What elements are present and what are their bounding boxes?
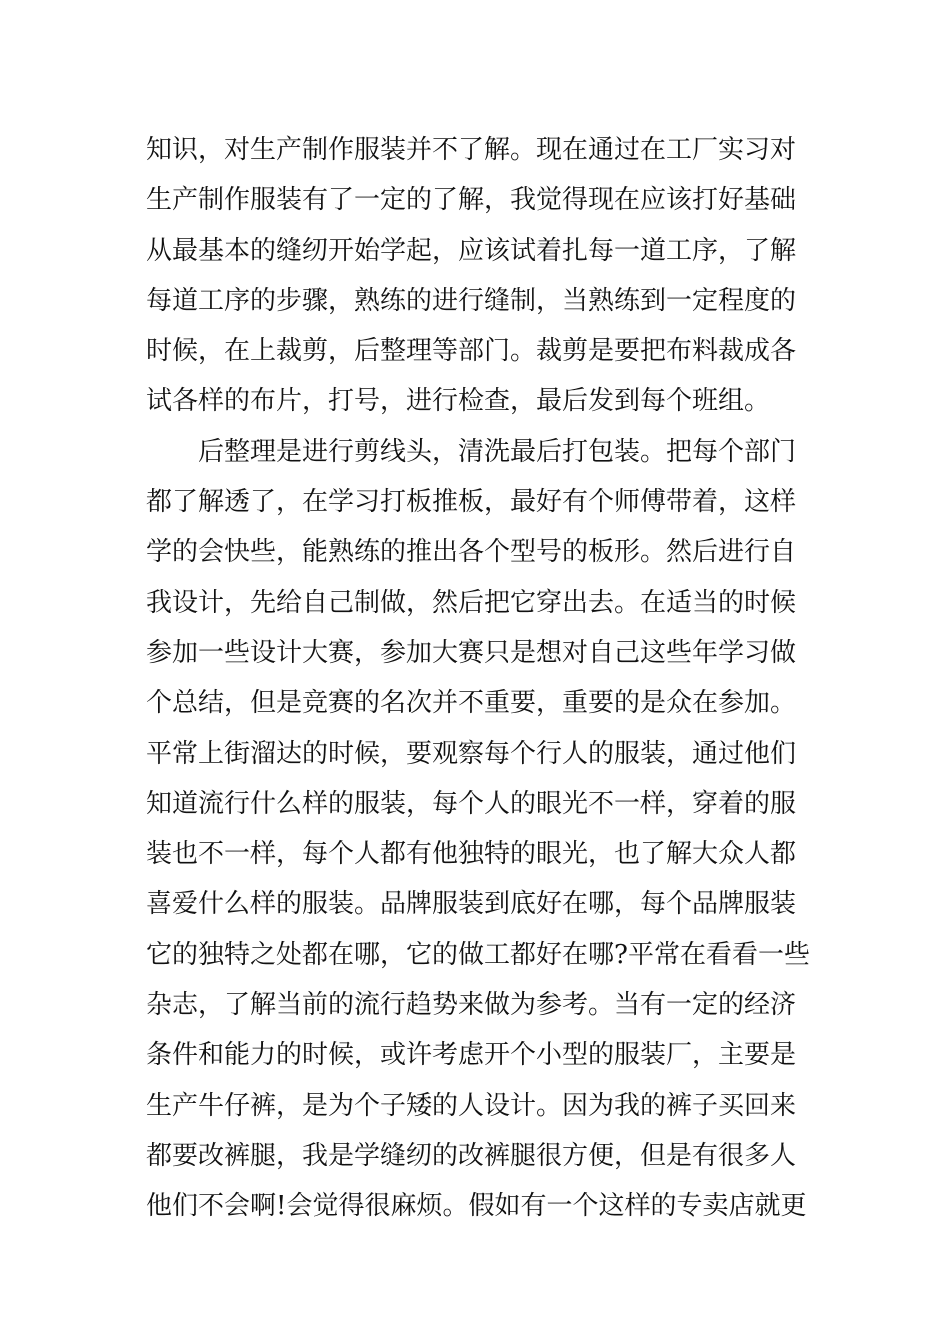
text-line: 生产制作服装有了一定的了解，我觉得现在应该打好基础 bbox=[146, 185, 797, 216]
text-line: 参加一些设计大赛，参加大赛只是想对自己这些年学习做 bbox=[146, 637, 797, 668]
text-line: 平常上街溜达的时候，要观察每个行人的服装，通过他们 bbox=[146, 738, 797, 769]
text-line: 都要改裤腿，我是学缝纫的改裤腿很方便，但是有很多人 bbox=[146, 1140, 797, 1171]
text-line: 我设计，先给自己制做，然后把它穿出去。在适当的时候 bbox=[146, 587, 797, 618]
text-line: 从最基本的缝纫开始学起，应该试着扎每一道工序，了解 bbox=[146, 235, 797, 266]
text-line: 试各样的布片，打号，进行检查，最后发到每个班组。 bbox=[146, 386, 771, 417]
text-line: 学的会快些，能熟练的推出各个型号的板形。然后进行自 bbox=[146, 537, 797, 568]
text-line: 喜爱什么样的服装。品牌服装到底好在哪，每个品牌服装 bbox=[146, 889, 797, 920]
text-line: 个总结，但是竞赛的名次并不重要，重要的是众在参加。 bbox=[146, 688, 797, 719]
text-line: 装也不一样，每个人都有他独特的眼光，也了解大众人都 bbox=[146, 839, 797, 870]
text-line: 知识，对生产制作服装并不了解。现在通过在工厂实习对 bbox=[146, 135, 797, 165]
text-line: 每道工序的步骤，熟练的进行缝制，当熟练到一定程度的 bbox=[146, 285, 797, 316]
text-line: 它的独特之处都在哪，它的做工都好在哪?平常在看看一些 bbox=[146, 939, 810, 970]
text-line: 条件和能力的时候，或许考虑开个小型的服装厂，主要是 bbox=[146, 1040, 797, 1071]
text-line: 他们不会啊!会觉得很麻烦。假如有一个这样的专卖店就更 bbox=[146, 1191, 807, 1222]
text-line: 时候，在上裁剪，后整理等部门。裁剪是要把布料裁成各 bbox=[146, 336, 797, 367]
body-text bbox=[146, 125, 826, 1232]
text-line: 杂志，了解当前的流行趋势来做为参考。当有一定的经济 bbox=[146, 990, 797, 1021]
text-line: 知道流行什么样的服装，每个人的眼光不一样，穿着的服 bbox=[146, 788, 797, 819]
text-line: 后整理是进行剪线头，清洗最后打包装。把每个部门 bbox=[198, 436, 797, 467]
text-line: 生产牛仔裤，是为个子矮的人设计。因为我的裤子买回来 bbox=[146, 1090, 797, 1121]
text-line: 都了解透了，在学习打板推板，最好有个师傅带着，这样 bbox=[146, 487, 797, 518]
